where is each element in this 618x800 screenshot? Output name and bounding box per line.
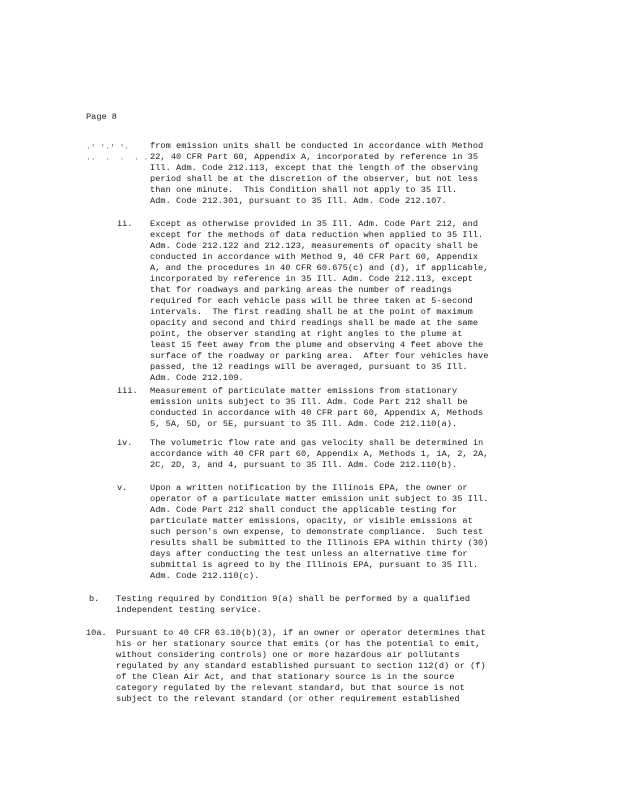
item-marker: iii.: [117, 386, 138, 396]
text-line: 2C, 2D, 3, and 4, pursuant to 35 Ill. Adm. Code 212.110(b).: [150, 460, 458, 470]
text-line: conducted in accordance with Method 9, 40 CFR Part 60, Appendix: [150, 252, 479, 262]
text-line: conducted in accordance with 40 CFR part 60, Appendix A, Methods: [150, 408, 484, 418]
text-line: independent testing service.: [116, 605, 262, 615]
text-line: regulated by any standard established pursuant to section 112(d) or (f): [116, 661, 486, 671]
text-line: The volumetric flow rate and gas velocity shall be determined in: [150, 438, 484, 448]
text-line: such person's own expense, to demonstrate compliance. Such test: [150, 527, 484, 537]
scan-speck: ·· · · · ·: [86, 155, 149, 164]
text-line: Ill. Adm. Code 212.113, except that the length of the observing: [150, 163, 479, 173]
item-marker: iv.: [117, 438, 133, 448]
text-line: operator of a particulate matter emission unit subject to 35 Ill.: [150, 494, 489, 504]
text-line: Adm. Code 212.109.: [150, 373, 244, 383]
text-line: incorporated by reference in 35 Ill. Adm. Code 212.113, except: [150, 274, 473, 284]
text-line: point, the observer standing at right angles to the plume at: [150, 329, 463, 339]
text-line: Adm. Code 212.110(c).: [150, 571, 260, 581]
text-line: period shall be at the discretion of the observer, but not less: [150, 174, 479, 184]
text-line: Adm. Code 212.301, pursuant to 35 Ill. Adm. Code 212.107.: [150, 196, 447, 206]
text-line: passed, the 12 readings will be averaged, pursuant to 35 Ill.: [150, 362, 468, 372]
text-line: Adm. Code Part 212 shall conduct the applicable testing for: [150, 505, 458, 515]
text-line: Testing required by Condition 9(a) shall be performed by a qualified: [116, 594, 471, 604]
text-line: least 15 feet away from the plume and observing 4 feet above the: [150, 340, 484, 350]
text-line: than one minute. This Condition shall not apply to 35 Ill.: [150, 185, 458, 195]
text-line: accordance with 40 CFR part 60, Appendix A, Methods 1, 1A, 2, 2A,: [150, 449, 489, 459]
item-marker: ii.: [117, 219, 133, 229]
text-line: Pursuant to 40 CFR 63.10(b)(3), if an owner or operator determines that: [116, 628, 486, 638]
text-line: his or her stationary source that emits (or has the potential to emit,: [116, 639, 481, 649]
text-line: submittal is agreed to by the Illinois EPA, pursuant to 35 Ill.: [150, 560, 479, 570]
text-line: without considering controls) one or more hazardous air pollutants: [116, 650, 460, 660]
item-marker: v.: [117, 483, 128, 493]
scan-speck: ·' '·' '·: [86, 144, 130, 153]
text-line: Except as otherwise provided in 35 Ill. Adm. Code Part 212, and: [150, 219, 479, 229]
text-line: 22, 40 CFR Part 60, Appendix A, incorporated by reference in 35: [150, 152, 479, 162]
text-line: 5, 5A, 5D, or 5E, pursuant to 35 Ill. Adm. Code 212.110(a).: [150, 419, 458, 429]
text-line: required for each vehicle pass will be three taken at 5-second: [150, 296, 473, 306]
text-line: particulate matter emissions, opacity, or visible emissions at: [150, 516, 473, 526]
text-line: Upon a written notification by the Illinois EPA, the owner or: [150, 483, 468, 493]
text-line: Measurement of particulate matter emissions from stationary: [150, 386, 458, 396]
item-marker: 10a.: [86, 628, 107, 638]
text-line: days after conducting the test unless an alternative time for: [150, 549, 468, 559]
page-number-label: Page 8: [86, 112, 117, 122]
text-line: results shall be submitted to the Illinois EPA within thirty (30): [150, 538, 489, 548]
text-line: that for roadways and parking areas the number of readings: [150, 285, 453, 295]
text-line: of the Clean Air Act, and that stationary source is in the source: [116, 672, 455, 682]
text-line: category regulated by the relevant standard, but that source is not: [116, 683, 465, 693]
text-line: emission units subject to 35 Ill. Adm. Code Part 212 shall be: [150, 397, 468, 407]
text-line: subject to the relevant standard (or other requirement established: [116, 694, 460, 704]
text-line: from emission units shall be conducted in accordance with Method: [150, 141, 484, 151]
text-line: except for the methods of data reduction when applied to 35 Ill.: [150, 230, 484, 240]
text-line: A, and the procedures in 40 CFR 60.675(c) and (d), if applicable,: [150, 263, 489, 273]
text-line: opacity and second and third readings shall be made at the same: [150, 318, 479, 328]
text-line: surface of the roadway or parking area. After four vehicles have: [150, 351, 489, 361]
item-marker: b.: [89, 594, 100, 604]
text-line: Adm. Code 212.122 and 212.123, measurements of opacity shall be: [150, 241, 479, 251]
text-line: intervals. The first reading shall be at the point of maximum: [150, 307, 473, 317]
